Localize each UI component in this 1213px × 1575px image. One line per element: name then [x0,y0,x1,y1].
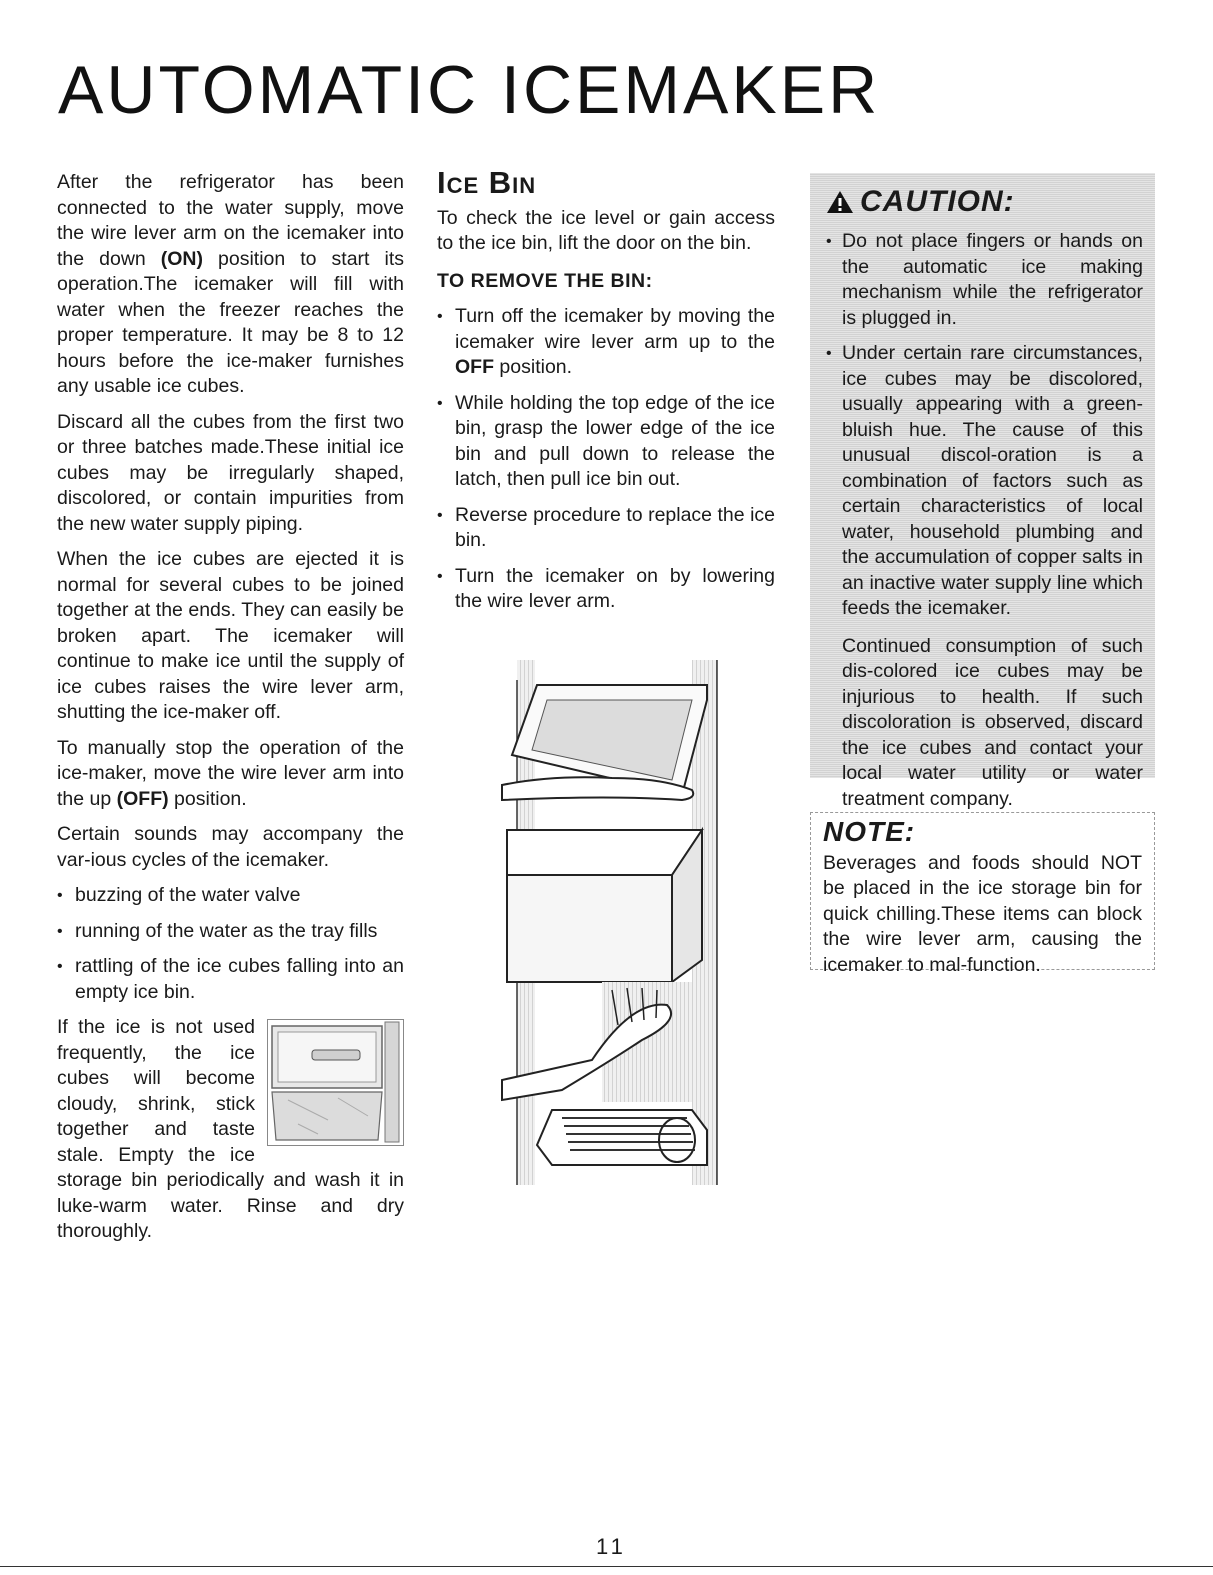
paragraph-cleaning: If the ice is not used frequently, the ice cubes will become cloudy, shrink, stick together and taste stale. Empty the ice storage bin periodically and wash it in luke-warm water. Rinse and dry thoroughly. [57,1016,404,1242]
remove-bin-steps [437,304,775,615]
list-item: • Turn off the icemaker by moving the icemaker wire lever arm up to the OFF position. [437,304,775,381]
page-title: AUTOMATIC ICEMAKER [58,52,881,128]
list-item: • buzzing of the water valve [57,883,404,909]
list-item: • Reverse procedure to replace the ice bin. [437,503,775,554]
keyword-on: (ON) [160,247,204,270]
list-item: • rattling of the ice cubes falling into an empty ice bin. [57,954,404,1005]
note-text: Beverages and foods should NOT be placed in the ice storage bin for quick chilling.These items can block the wire lever arm, causing the icemaker to mal-function. [823,851,1142,976]
list-item: • While holding the top edge of the ice bin, grasp the lower edge of the ice bin and pull down to release the latch, then pull ice bin out. [437,391,775,493]
paragraph-discard-batches: Discard all the cubes from the first two or three batches made.These initial ice cubes may be irregularly shaped, discolored, or contain impurities from the new water supply piping. [57,410,404,535]
ice-bin-removal-illustration [492,660,732,1185]
warning-icon [826,189,854,215]
left-column [57,170,404,1245]
bottom-rule [0,1566,1213,1567]
paragraph-connect-water: After the refrigerator has been connected to the water supply, move the wire lever arm on the icemaker into the down (ON) position to start its operation.The icemaker will fill with water when the freezer reaches the proper temperature. It may be 8 to 12 hours before the ice-maker furnishes any usable ice cubes. [57,171,404,397]
caution-list [822,229,1143,812]
sounds-list [57,883,404,1005]
paragraph-manual-stop: To manually stop the operation of the ice-maker, move the wire lever arm into the up (OFF) position. [57,736,404,810]
remove-bin-heading: TO REMOVE THE BIN: [437,269,653,292]
paragraph-sounds: Certain sounds may accompany the var-ious cycles of the icemaker. [57,823,404,871]
caution-heading: CAUTION: [826,189,1143,215]
ice-bin-intro: To check the ice level or gain access to the ice bin, lift the door on the bin. [437,206,775,254]
paragraph-joined-cubes: When the ice cubes are ejected it is normal for several cubes to be joined together at the ends. They can easily be broken apart. The icemaker will continue to make ice until the supply of ice cubes raises the wire lever arm, shutting the ice-maker off. [57,548,404,723]
ice-bin-section [437,165,775,625]
caution-box [810,173,1155,810]
note-box [810,812,1155,976]
ice-bin-illustration [267,1019,404,1146]
list-item: • Turn the icemaker on by lowering the wire lever arm. [437,564,775,615]
keyword-off: OFF [455,356,494,378]
keyword-off: (OFF) [116,787,169,810]
list-item [822,341,1143,812]
ice-bin-heading: Ice Bin [437,165,537,200]
caution-continued-text: Continued consumption of such dis-colored ice cubes may be injurious to health. If such discoloration is observed, discard the ice cubes and contact your local water utility or water treatment company. [842,634,1143,810]
page-number: 11 [596,1534,627,1559]
list-item: • Do not place fingers or hands on the automatic ice making mechanism while the refrigerator is plugged in. [822,229,1143,331]
caution-discoloration-text: • Under certain rare circumstances, ice cubes may be discolored, usually appearing with a green-bluish hue. The cause of this unusual discol-oration is a combination of factors such as certain characteristics of local water, household plumbing and the accumulation of copper salts in an inactive water supply line which feeds the icemaker. [842,342,1143,619]
list-item: • running of the water as the tray fills [57,919,404,945]
note-heading: NOTE: [823,816,916,847]
